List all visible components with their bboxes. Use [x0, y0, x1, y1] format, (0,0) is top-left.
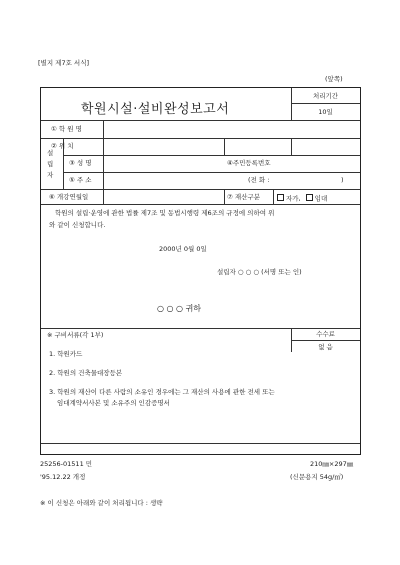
- opening-date-field[interactable]: [105, 191, 222, 203]
- side-note: (앞쪽): [325, 75, 343, 83]
- date-line: 2000년 0월 0일: [159, 245, 207, 253]
- resident-number-label: ④주민등록번호: [227, 159, 271, 167]
- address-label: ⑤ 주 소: [69, 176, 92, 184]
- document-item-1: 1. 학원카드: [49, 350, 83, 358]
- property-options: [277, 194, 327, 202]
- revision-date: '95.12.22 개정: [40, 473, 86, 481]
- recipient-line: ○ ○ ○ 귀하: [157, 304, 202, 313]
- form-code: 25256-01511 민: [40, 460, 93, 468]
- lease-option: 임대: [314, 194, 328, 203]
- processing-period-label: 처리기간: [312, 92, 339, 100]
- form-title: 학원시설·설비완성보고서: [81, 102, 230, 117]
- academy-name-field[interactable]: [105, 122, 359, 136]
- application-form: [40, 87, 361, 455]
- statement-line-1: 학원의 설립·운영에 관한 법률 제7조 및 동법시행령 제6조의 규정에 의하여 위: [55, 209, 275, 217]
- paper-type: (신문용지 54g/㎡): [290, 473, 344, 481]
- phone-label: (전 화 :: [248, 176, 270, 184]
- phone-close: ): [341, 176, 344, 184]
- opening-date-label: ⑥ 개강연월일: [49, 193, 89, 201]
- location-label: ② 위 치: [51, 142, 74, 150]
- paper-size: 210㎜×297㎜: [310, 460, 354, 468]
- lease-checkbox[interactable]: [306, 194, 313, 201]
- document-item-3: 3. 학원의 재산이 다른 사람의 소유인 경우에는 그 재산의 사용에 관한 전세 또는: [49, 388, 275, 396]
- fee-label: 수수료: [316, 330, 335, 338]
- docs-header: ※ 구비서류(각 1부): [47, 331, 104, 339]
- resident-number-field[interactable]: [293, 157, 359, 171]
- statement-line-2: 와 같이 신청합니다.: [49, 221, 106, 229]
- fee-value: 없 음: [318, 343, 333, 351]
- own-option: 자가,: [286, 194, 301, 203]
- processing-note: ※ 이 신청은 아래와 같이 처리됩니다 : 생략: [40, 499, 163, 507]
- name-label: ③ 성 명: [69, 159, 92, 167]
- processing-period-value: 10일: [318, 108, 333, 116]
- academy-name-label: ① 학 원 명: [51, 125, 82, 133]
- own-checkbox[interactable]: [277, 194, 284, 201]
- founder-group-label: 설립자: [47, 149, 54, 179]
- form-number: [별지 제7호 서식]: [38, 59, 90, 67]
- name-field[interactable]: [105, 157, 222, 171]
- document-item-3-cont: 임대계약서사본 및 소유주의 인감증명서: [57, 399, 170, 407]
- document-item-2: 2. 학원의 건축물대장등본: [49, 369, 123, 377]
- applicant-line: 설립자 ○ ○ ○ (서명 또는 인): [217, 268, 302, 276]
- property-type-label: ⑦ 재산구분: [227, 193, 261, 201]
